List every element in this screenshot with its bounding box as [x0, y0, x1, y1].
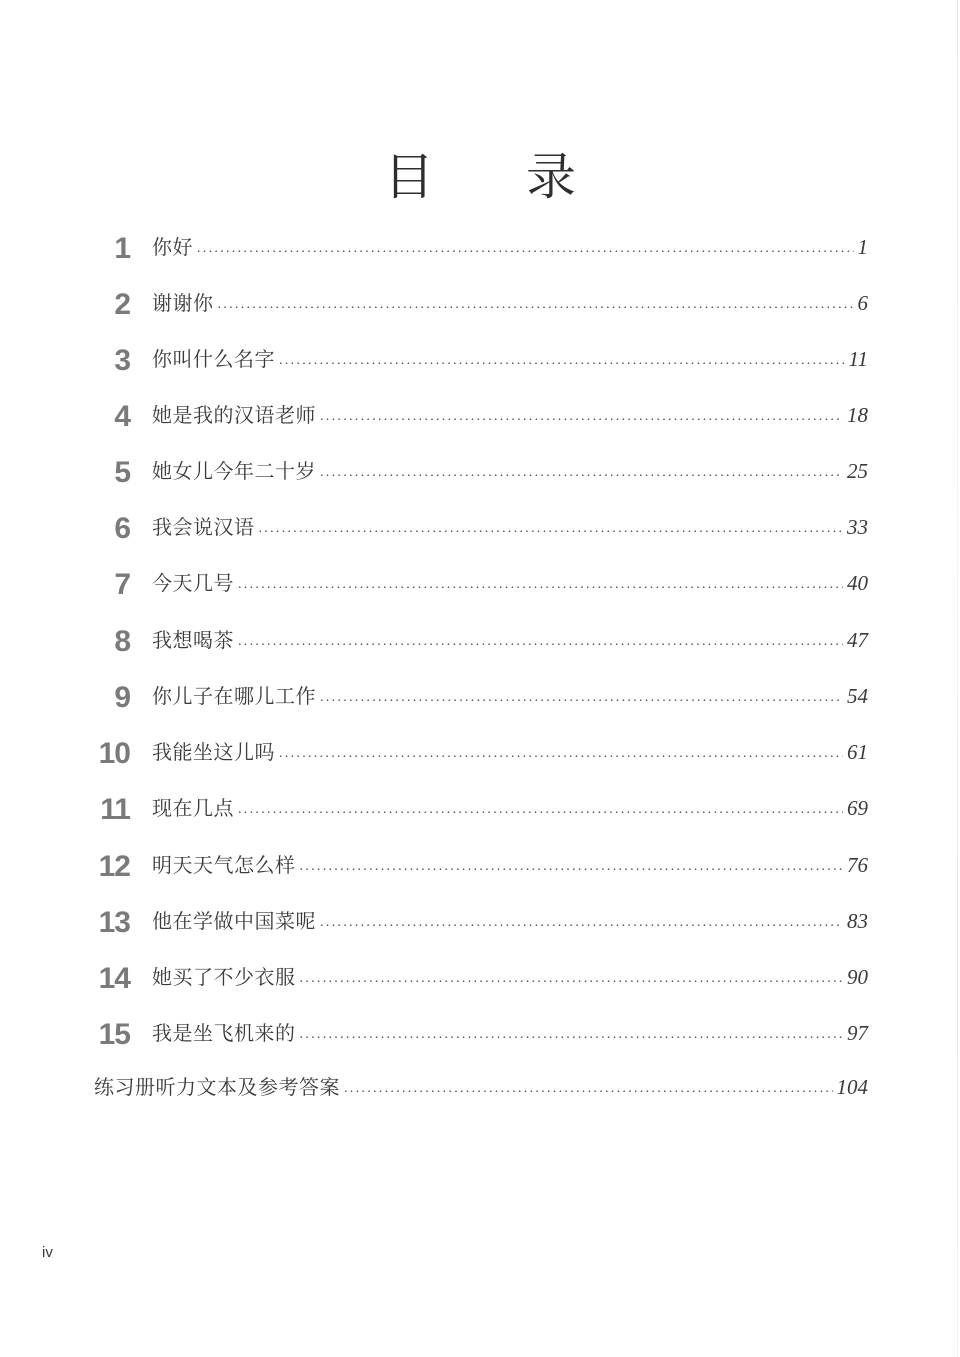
dot-leader — [320, 448, 843, 498]
lesson-number: 14 — [98, 962, 130, 995]
lesson-number: 2 — [114, 288, 130, 321]
lesson-number: 11 — [100, 793, 130, 826]
toc-entry-9[interactable] — [0, 673, 960, 723]
page-number[interactable]: 47 — [847, 628, 868, 652]
page-number[interactable]: 54 — [847, 684, 868, 708]
dot-leader — [300, 954, 844, 1004]
toc-entry-5[interactable] — [0, 448, 960, 498]
dot-leader — [197, 224, 854, 274]
lesson-title[interactable]: 你好 — [152, 235, 193, 259]
toc-entry-2[interactable] — [0, 280, 960, 330]
toc-entry-13[interactable] — [0, 898, 960, 948]
toc-entry-7[interactable] — [0, 560, 960, 610]
page-title: 目 录 — [384, 147, 614, 206]
dot-leader — [300, 842, 844, 892]
dot-leader — [259, 504, 844, 554]
toc-entry-8[interactable] — [0, 617, 960, 667]
toc-entry-3[interactable] — [0, 336, 960, 386]
lesson-title[interactable]: 她是我的汉语老师 — [152, 403, 316, 427]
lesson-title[interactable]: 我想喝茶 — [152, 628, 234, 652]
page-number[interactable]: 33 — [847, 515, 868, 539]
page-number[interactable]: 61 — [847, 740, 868, 764]
toc-entry-15[interactable] — [0, 1010, 960, 1060]
page-number[interactable]: 90 — [847, 965, 868, 989]
folio-page-number: iv — [42, 1244, 53, 1261]
lesson-title[interactable]: 她女儿今年二十岁 — [152, 459, 316, 483]
dot-leader — [300, 1010, 844, 1060]
page-number[interactable]: 104 — [836, 1075, 868, 1099]
lesson-title[interactable]: 谢谢你 — [152, 291, 214, 315]
lesson-title[interactable]: 我是坐飞机来的 — [152, 1021, 296, 1045]
toc-entry-10[interactable] — [0, 729, 960, 779]
toc-entry-11[interactable] — [0, 785, 960, 835]
toc-entry-12[interactable] — [0, 842, 960, 892]
dot-leader — [279, 729, 843, 779]
lesson-number: 13 — [98, 906, 130, 939]
appendix-title[interactable]: 练习册听力文本及参考答案 — [94, 1075, 340, 1099]
lesson-number: 9 — [114, 681, 130, 714]
page-number[interactable]: 97 — [847, 1021, 868, 1045]
dot-leader — [320, 673, 843, 723]
dot-leader — [279, 336, 845, 386]
lesson-number: 8 — [114, 625, 130, 658]
lesson-number: 12 — [98, 850, 130, 883]
page-number[interactable]: 6 — [857, 291, 868, 315]
toc-entry-4[interactable] — [0, 392, 960, 442]
lesson-number: 1 — [114, 232, 130, 265]
lesson-number: 5 — [114, 456, 130, 489]
dot-leader — [218, 280, 854, 330]
lesson-title[interactable]: 我能坐这儿吗 — [152, 740, 275, 764]
lesson-title[interactable]: 她买了不少衣服 — [152, 965, 296, 989]
lesson-number: 7 — [114, 568, 130, 601]
page-number[interactable]: 40 — [847, 571, 868, 595]
lesson-title[interactable]: 我会说汉语 — [152, 515, 255, 539]
lesson-title[interactable]: 你叫什么名字 — [152, 347, 275, 371]
dot-leader — [320, 392, 843, 442]
toc-entry-1[interactable] — [0, 224, 960, 274]
dot-leader — [320, 898, 843, 948]
lesson-title[interactable]: 明天天气怎么样 — [152, 853, 296, 877]
lesson-number: 10 — [98, 737, 130, 770]
lesson-number: 4 — [114, 400, 130, 433]
lesson-number: 3 — [114, 344, 130, 377]
lesson-number: 6 — [114, 512, 130, 545]
toc-entry-14[interactable] — [0, 954, 960, 1004]
dot-leader — [238, 617, 843, 667]
page-number[interactable]: 1 — [857, 235, 868, 259]
page-number[interactable]: 18 — [847, 403, 868, 427]
dot-leader — [238, 560, 843, 610]
lesson-title[interactable]: 今天几号 — [152, 571, 234, 595]
page-number[interactable]: 11 — [848, 347, 868, 371]
dot-leader — [344, 1064, 833, 1114]
toc-entry-appendix[interactable] — [0, 1064, 960, 1114]
dot-leader — [238, 785, 843, 835]
page-number[interactable]: 69 — [847, 796, 868, 820]
page-number[interactable]: 83 — [847, 909, 868, 933]
lesson-title[interactable]: 他在学做中国菜呢 — [152, 909, 316, 933]
toc-entry-6[interactable] — [0, 504, 960, 554]
lesson-title[interactable]: 现在几点 — [152, 796, 234, 820]
lesson-title[interactable]: 你儿子在哪儿工作 — [152, 684, 316, 708]
page-number[interactable]: 76 — [847, 853, 868, 877]
page-number[interactable]: 25 — [847, 459, 868, 483]
lesson-number: 15 — [98, 1018, 130, 1051]
